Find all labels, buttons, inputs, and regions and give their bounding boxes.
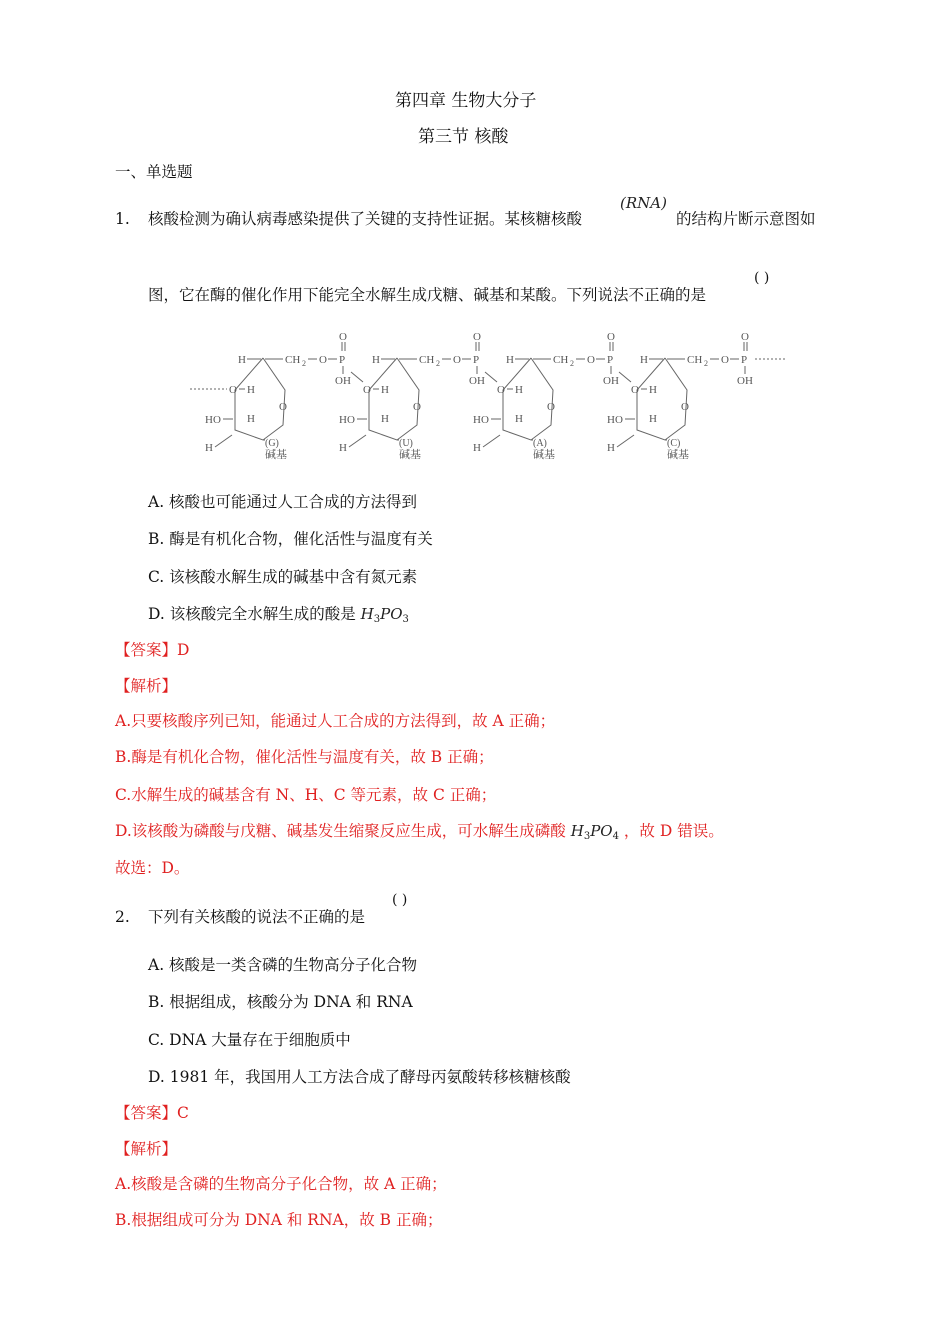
q1-analysis-label: 【解析】: [115, 677, 178, 695]
q1-answer: 【答案】D: [115, 641, 190, 659]
base-caption: 碱基: [533, 449, 555, 461]
q2-stem: 下列有关核酸的说法不正确的是: [148, 908, 366, 926]
ester-oxygen-label: O: [319, 354, 327, 366]
phosphate-oxygen-label: O: [607, 331, 615, 343]
q1-stem-line2: 图，它在酶的催化作用下能完全水解生成戊糖、碱基和某酸。下列说法不正确的是: [148, 286, 707, 304]
phosphate-oxygen-label: O: [473, 331, 481, 343]
ribose-ring: [369, 358, 419, 440]
phosphodiester-bond: [485, 372, 497, 382]
ch2-subscript: 2: [704, 359, 708, 368]
bond-line: [483, 435, 500, 447]
ch2-label: CH: [285, 354, 301, 366]
ring-oxygen-label: O: [413, 401, 421, 413]
atom-h-label: H: [649, 413, 657, 425]
phosphate-oh-label: OH: [335, 375, 351, 387]
ring-oxygen-label: O: [547, 401, 555, 413]
q1-option-b: B. 酶是有机化合物，催化活性与温度有关: [148, 530, 433, 548]
base-label-4: (C): [667, 438, 681, 449]
ribose-ring: [637, 358, 687, 440]
phosphate-oh-label: OH: [603, 375, 619, 387]
ch2-label: CH: [687, 354, 703, 366]
q1-analysis-c: C.水解生成的碱基含有 N、H、C 等元素，故 C 正确；: [115, 786, 497, 804]
q1-conclusion: 故选：D。: [115, 859, 190, 877]
bond-line: [617, 435, 634, 447]
ribose-ring: [503, 358, 553, 440]
atom-h-label: H: [247, 413, 255, 425]
q1-option-a: A. 核酸也可能通过人工合成的方法得到: [148, 493, 418, 511]
phosphodiester-bond: [619, 372, 631, 382]
ring-oxygen-label: O: [279, 401, 287, 413]
link-oxygen-label: O: [229, 384, 237, 396]
ch2-label: CH: [419, 354, 435, 366]
atom-h-label: H: [372, 354, 380, 366]
base-label-2: (U): [399, 438, 413, 449]
atom-h-label: H: [205, 442, 213, 454]
q1-stem-math-rna: (RNA): [620, 194, 667, 212]
ch2-subscript: 2: [302, 359, 306, 368]
section-title: 第三节 核酸: [418, 127, 509, 147]
q2-paren: ( ): [392, 892, 408, 908]
phosphate-oxygen-label: O: [339, 331, 347, 343]
atom-h-label: H: [238, 354, 246, 366]
phosphate-oh-label: OH: [469, 375, 485, 387]
link-oxygen-label: O: [497, 384, 505, 396]
link-oxygen-label: O: [363, 384, 371, 396]
q1-analysis-d-part2: ，故 D 错误。: [623, 822, 724, 840]
q1-analysis-a: A.只要核酸序列已知，能通过人工合成的方法得到，故 A 正确；: [115, 712, 556, 730]
base-caption: 碱基: [265, 449, 287, 461]
ribose-ring: [235, 358, 285, 440]
ch2-subscript: 2: [570, 359, 574, 368]
atom-h-label: H: [607, 442, 615, 454]
phosphorus-label: P: [607, 354, 614, 366]
phosphate-oxygen-label: O: [741, 331, 749, 343]
q1-analysis-d-part1: D.该核酸为磷酸与戊糖、碱基发生缩聚反应生成，可水解生成磷酸: [115, 822, 566, 840]
atom-h-label: H: [649, 384, 657, 396]
ester-oxygen-label: O: [721, 354, 729, 366]
q2-option-d: D. 1981 年，我国用人工方法合成了酵母丙氨酸转移核糖核酸: [148, 1068, 571, 1086]
ch2-label: CH: [553, 354, 569, 366]
base-caption: 碱基: [399, 449, 421, 461]
phosphate-oh-label: OH: [737, 375, 753, 387]
ester-oxygen-label: O: [453, 354, 461, 366]
phosphorus-label: P: [473, 354, 480, 366]
atom-h-label: H: [515, 413, 523, 425]
atom-h-label: H: [640, 354, 648, 366]
ester-oxygen-label: O: [587, 354, 595, 366]
section-label: 一、单选题: [115, 163, 193, 181]
atom-h-label: H: [247, 384, 255, 396]
bond-line: [349, 435, 366, 447]
atom-h-label: H: [381, 384, 389, 396]
q2-option-b: B. 根据组成，核酸分为 DNA 和 RNA: [148, 993, 413, 1011]
q2-option-c: C. DNA 大量存在于细胞质中: [148, 1031, 351, 1049]
q2-number: 2.: [115, 908, 130, 926]
q2-option-a: A. 核酸是一类含磷的生物高分子化合物: [148, 956, 418, 974]
formula-h3po3: $H_3PO_3$: [360, 605, 409, 625]
atom-h-label: H: [473, 442, 481, 454]
hydroxyl-label: HO: [473, 414, 489, 426]
hydroxyl-label: HO: [607, 414, 623, 426]
ring-oxygen-label: O: [681, 401, 689, 413]
bond-line: [215, 435, 232, 447]
q1-stem-part2: 的结构片断示意图如: [676, 210, 816, 228]
q1-stem-part1: 核酸检测为确认病毒感染提供了关键的支持性证据。某核糖核酸: [148, 210, 583, 228]
q2-analysis-label: 【解析】: [115, 1140, 178, 1158]
phosphorus-label: P: [339, 354, 346, 366]
atom-h-label: H: [506, 354, 514, 366]
phosphodiester-bond: [351, 372, 363, 382]
q1-analysis-b: B.酶是有机化合物，催化活性与温度有关，故 B 正确；: [115, 748, 494, 766]
q1-option-d-text: D. 该核酸完全水解生成的酸是: [148, 605, 356, 623]
q1-option-c: C. 该核酸水解生成的碱基中含有氮元素: [148, 568, 418, 586]
q2-analysis-a: A.核酸是含磷的生物高分子化合物，故 A 正确；: [115, 1175, 447, 1193]
hydroxyl-label: HO: [339, 414, 355, 426]
atom-h-label: H: [381, 413, 389, 425]
q2-analysis-b: B.根据组成可分为 DNA 和 RNA，故 B 正确；: [115, 1211, 443, 1229]
q2-answer: 【答案】C: [115, 1104, 189, 1122]
formula-h3po4: $H_3PO_4$: [570, 822, 619, 842]
chapter-title: 第四章 生物大分子: [395, 91, 537, 111]
q1-paren: ( ): [754, 270, 770, 286]
atom-h-label: H: [339, 442, 347, 454]
base-label-1: (G): [265, 438, 279, 449]
base-caption: 碱基: [667, 449, 689, 461]
ch2-subscript: 2: [436, 359, 440, 368]
link-oxygen-label: O: [631, 384, 639, 396]
atom-h-label: H: [515, 384, 523, 396]
base-label-3: (A): [533, 438, 547, 449]
rna-structure-figure: [185, 330, 785, 465]
q1-option-d: [148, 604, 409, 630]
q1-analysis-d: [115, 821, 724, 847]
hydroxyl-label: HO: [205, 414, 221, 426]
q1-number: 1.: [115, 210, 130, 228]
phosphorus-label: P: [741, 354, 748, 366]
